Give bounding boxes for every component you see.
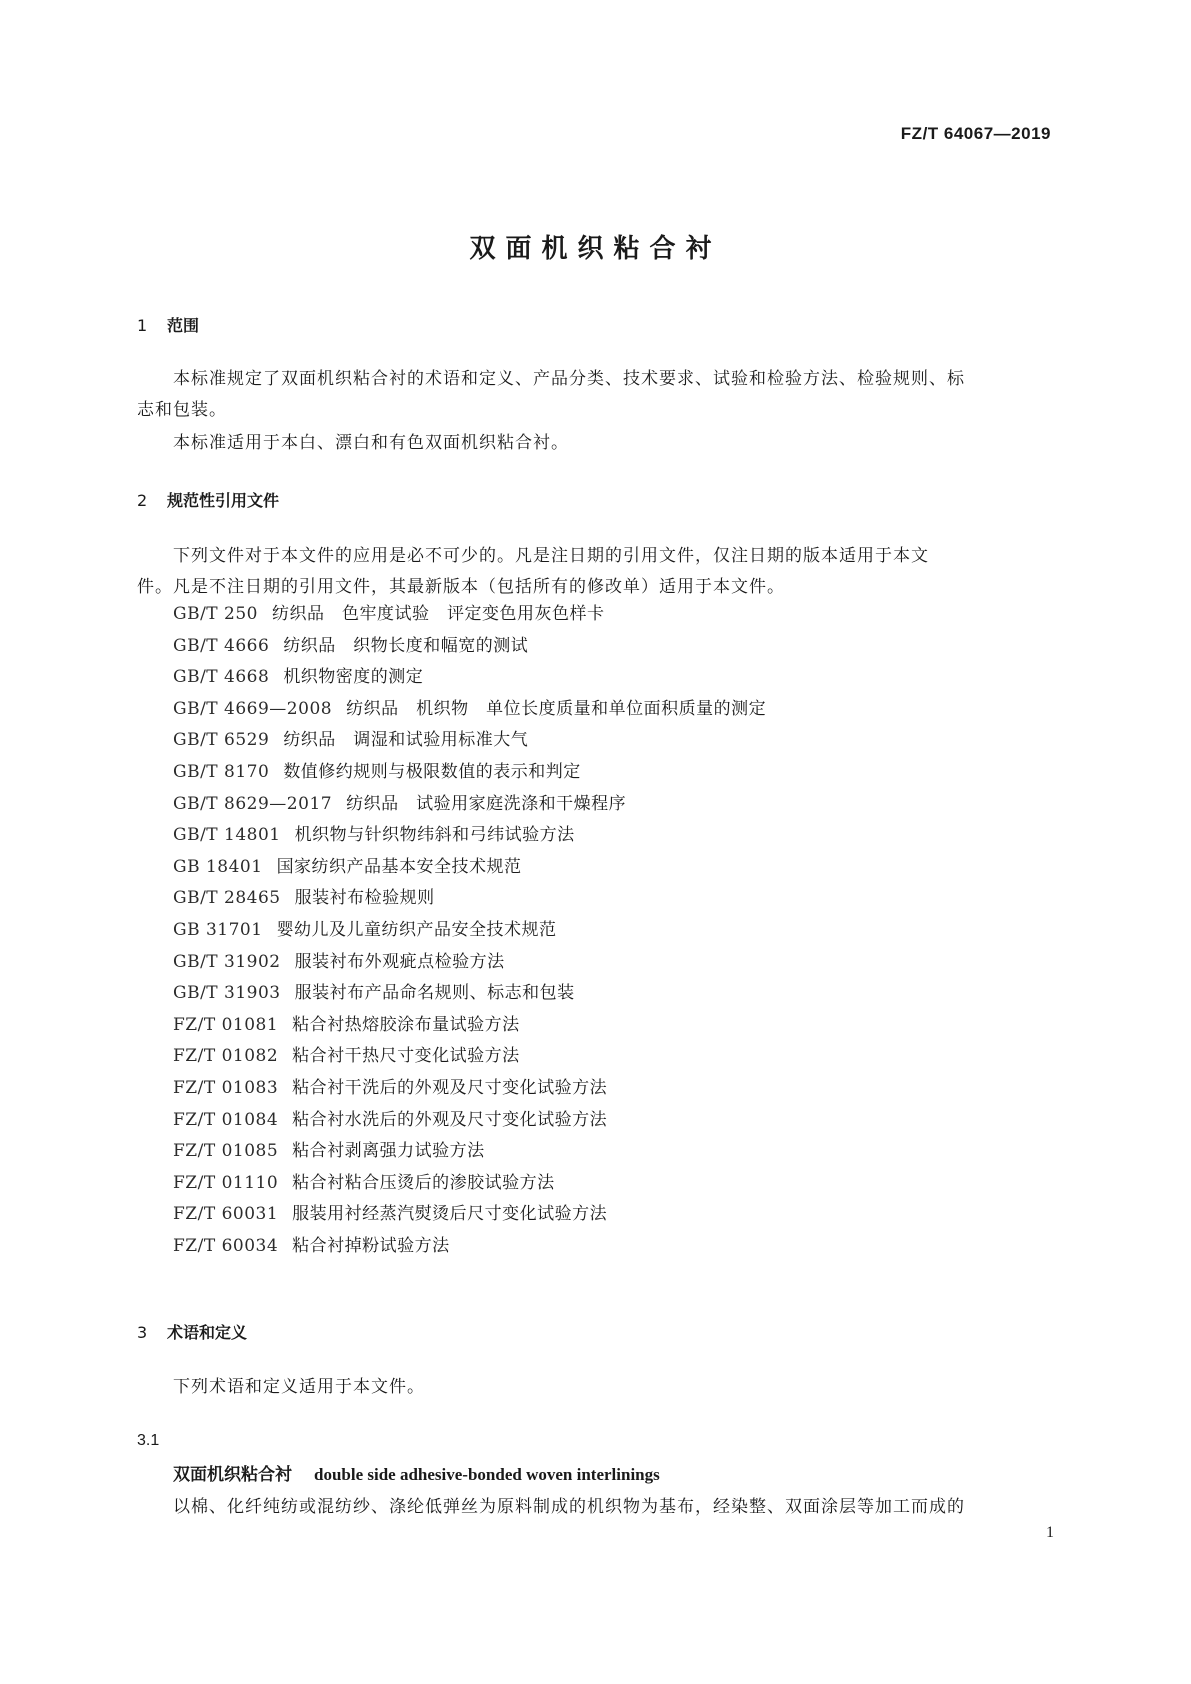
reference-item	[173, 662, 766, 694]
reference-title: 数值修约规则与极限数值的表示和判定	[283, 761, 581, 782]
paragraph-line: 件。凡是不注日期的引用文件，其最新版本（包括所有的修改单）适用于本文件。	[137, 577, 785, 597]
paragraph-line: 下列文件对于本文件的应用是必不可少的。凡是注日期的引用文件，仅注日期的版本适用于本文	[173, 546, 929, 566]
document-title: 双面机织粘合衬	[469, 234, 722, 264]
reference-title: 纺织品 试验用家庭洗涤和干燥程序	[346, 793, 627, 814]
term-english: double side adhesive-bonded woven interlinings	[314, 1465, 660, 1484]
reference-item	[173, 1136, 766, 1168]
section-title: 范围	[167, 316, 200, 335]
section-title: 规范性引用文件	[167, 491, 280, 510]
reference-title: 国家纺织产品基本安全技术规范	[276, 856, 522, 877]
reference-code: GB/T 28465	[173, 888, 281, 909]
reference-item	[173, 883, 766, 915]
reference-code: GB/T 31902	[173, 951, 281, 972]
reference-title: 粘合衬粘合压烫后的渗胶试验方法	[292, 1172, 555, 1193]
reference-code: GB 18401	[173, 856, 263, 877]
reference-code: GB/T 8629—2017	[173, 793, 333, 814]
section-1-heading	[137, 313, 199, 336]
reference-code: FZ/T 01082	[173, 1046, 279, 1067]
reference-code: FZ/T 01084	[173, 1109, 279, 1130]
reference-code: FZ/T 01081	[173, 1014, 279, 1035]
reference-list	[173, 599, 766, 1262]
term-number: 3.1	[137, 1432, 160, 1449]
reference-code: GB/T 4669—2008	[173, 698, 333, 719]
reference-item	[173, 631, 766, 663]
reference-item	[173, 599, 766, 631]
reference-item	[173, 1199, 766, 1231]
section-number: 1	[137, 316, 148, 335]
reference-title: 机织物与针织物纬斜和弓纬试验方法	[294, 825, 575, 846]
reference-title: 婴幼儿及儿童纺织产品安全技术规范	[276, 919, 557, 940]
term-chinese: 双面机织粘合衬	[173, 1465, 292, 1485]
reference-title: 粘合衬干洗后的外观及尺寸变化试验方法	[292, 1077, 608, 1098]
reference-code: GB/T 250	[173, 604, 258, 624]
reference-title: 机织物密度的测定	[283, 667, 424, 688]
reference-title: 服装衬布外观疵点检验方法	[294, 951, 505, 972]
reference-code: FZ/T 01110	[173, 1172, 279, 1193]
reference-item	[173, 978, 766, 1010]
reference-code: GB/T 4668	[173, 667, 270, 688]
paragraph-line: 志和包装。	[137, 400, 227, 420]
section-number: 3	[137, 1323, 148, 1342]
reference-code: GB/T 14801	[173, 825, 281, 846]
reference-item	[173, 1073, 766, 1105]
reference-code: GB/T 6529	[173, 730, 270, 751]
reference-code: FZ/T 60031	[173, 1204, 279, 1225]
reference-item	[173, 1231, 766, 1263]
reference-title: 粘合衬掉粉试验方法	[292, 1235, 450, 1256]
reference-item	[173, 789, 766, 821]
terms-intro: 下列术语和定义适用于本文件。	[173, 1377, 425, 1397]
reference-title: 粘合衬水洗后的外观及尺寸变化试验方法	[292, 1109, 608, 1130]
paragraph-line: 本标准规定了双面机织粘合衬的术语和定义、产品分类、技术要求、试验和检验方法、检验规则、标	[173, 369, 965, 389]
reference-title: 纺织品 机织物 单位长度质量和单位面积质量的测定	[346, 698, 767, 719]
reference-code: GB/T 4666	[173, 635, 270, 656]
reference-item	[173, 820, 766, 852]
reference-code: GB/T 8170	[173, 761, 270, 782]
reference-title: 粘合衬干热尺寸变化试验方法	[292, 1046, 520, 1067]
reference-item	[173, 947, 766, 979]
term-definition: 以棉、化纤纯纺或混纺纱、涤纶低弹丝为原料制成的机织物为基布，经染整、双面涂层等加工而成的	[173, 1497, 965, 1517]
reference-code: GB 31701	[173, 919, 263, 940]
references-intro	[137, 541, 1063, 603]
reference-item	[173, 694, 766, 726]
reference-item	[173, 1168, 766, 1200]
section-title: 术语和定义	[167, 1323, 248, 1342]
reference-title: 纺织品 色牢度试验 评定变色用灰色样卡	[272, 604, 605, 624]
reference-code: GB/T 31903	[173, 983, 281, 1004]
section-2-heading	[137, 488, 279, 511]
scope-paragraph-1	[137, 364, 1063, 426]
reference-item	[173, 725, 766, 757]
reference-code: FZ/T 01085	[173, 1141, 279, 1162]
reference-title: 粘合衬热熔胶涂布量试验方法	[292, 1014, 520, 1035]
reference-item	[173, 1010, 766, 1042]
section-number: 2	[137, 491, 148, 510]
reference-item	[173, 1041, 766, 1073]
scope-paragraph-2: 本标准适用于本白、漂白和有色双面机织粘合衬。	[173, 433, 569, 453]
reference-item	[173, 915, 766, 947]
section-3-heading	[137, 1320, 247, 1343]
reference-title: 服装用衬经蒸汽熨烫后尺寸变化试验方法	[292, 1204, 608, 1225]
reference-item	[173, 1105, 766, 1137]
reference-title: 粘合衬剥离强力试验方法	[292, 1141, 485, 1162]
reference-title: 纺织品 织物长度和幅宽的测试	[283, 635, 529, 656]
term-heading	[173, 1460, 660, 1485]
reference-code: FZ/T 60034	[173, 1235, 279, 1256]
reference-title: 服装衬布检验规则	[294, 888, 435, 909]
page-number: 1	[1046, 1524, 1054, 1541]
reference-title: 纺织品 调湿和试验用标准大气	[283, 730, 529, 751]
standard-code: FZ/T 64067—2019	[900, 124, 1051, 143]
reference-item	[173, 852, 766, 884]
reference-code: FZ/T 01083	[173, 1077, 279, 1098]
reference-title: 服装衬布产品命名规则、标志和包装	[294, 983, 575, 1004]
reference-item	[173, 757, 766, 789]
